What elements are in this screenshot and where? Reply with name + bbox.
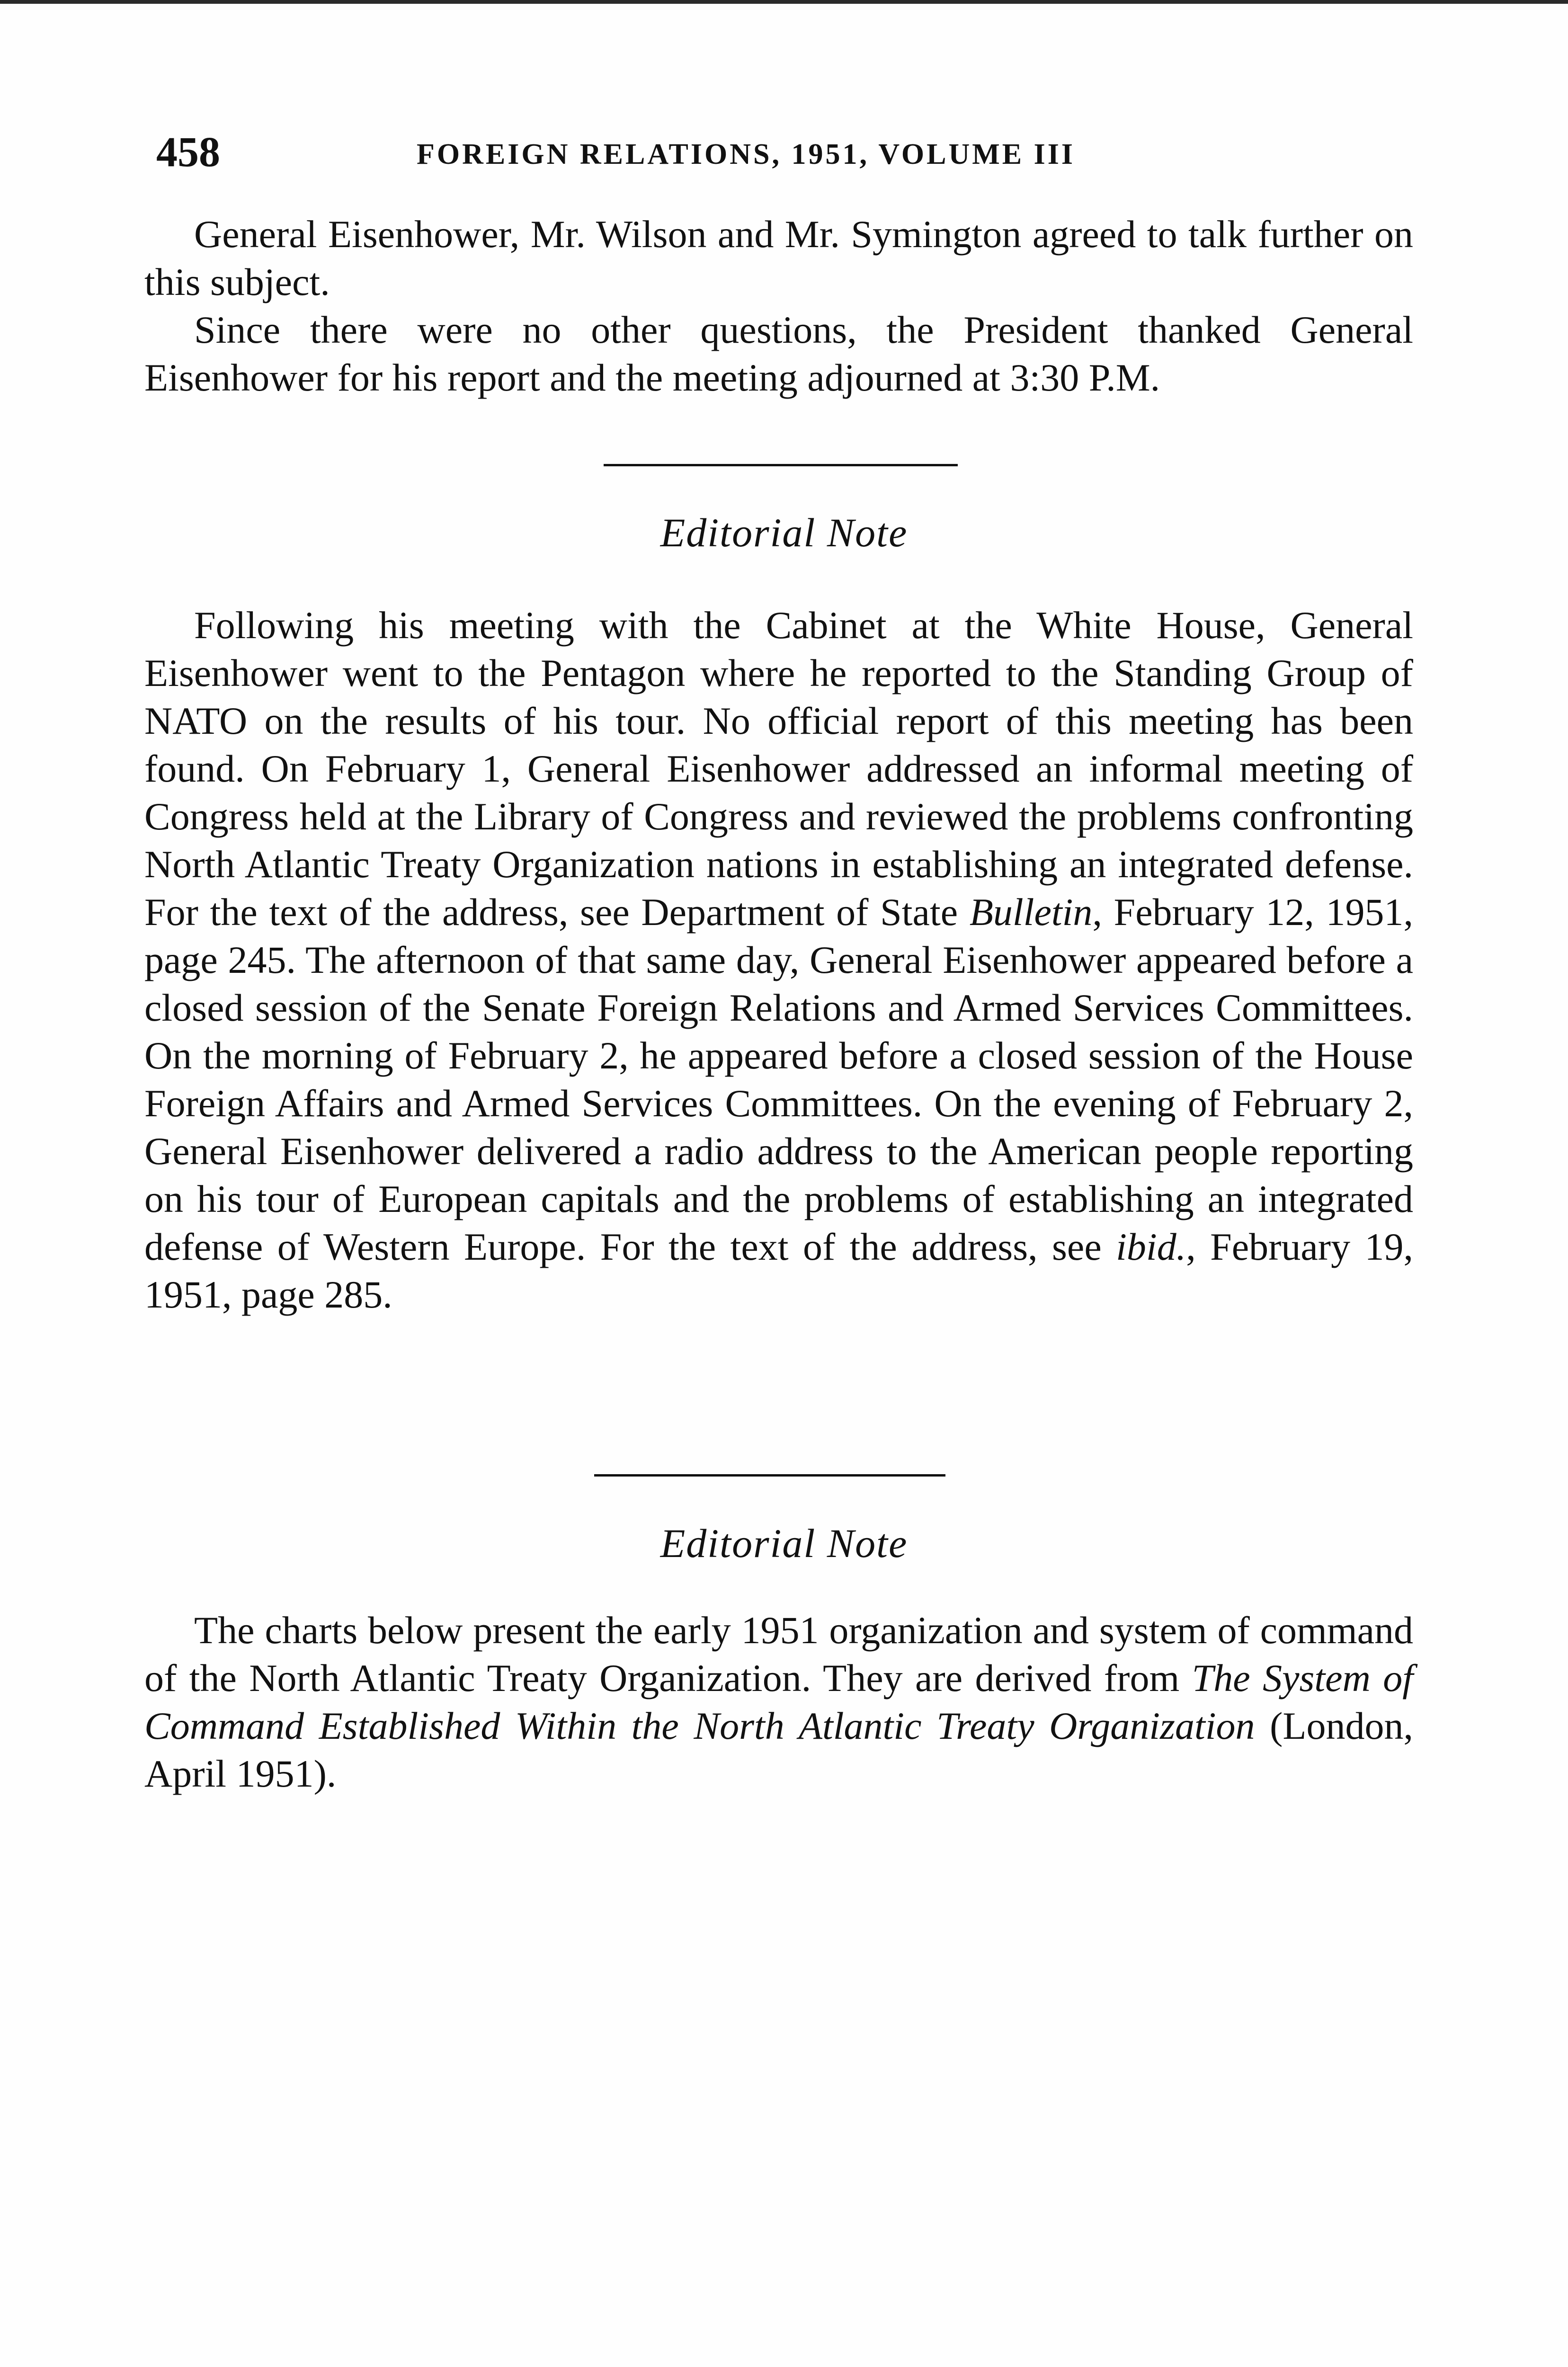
note-text: The charts below present the early 1951 organization and system of command of the North Atlantic Treaty Organization. They are derived from (144, 1609, 1413, 1700)
page-number: 458 (156, 129, 220, 176)
continuation-paragraph: General Eisenhower, Mr. Wilson and Mr. Symington agreed to talk further on this subject. (144, 213, 1413, 303)
section-divider (604, 464, 958, 466)
editorial-note-paragraph (144, 1606, 1413, 1797)
note-text: , February 12, 1951, page 245. The afternoon of that same day, General Eisenhower appeared before a closed session of the Senate Foreign Relations and Armed Services Committees. On the morning of February 2, he appeared before a closed session of the House Foreign Affairs and Armed Services Committees. On the evening of February 2, General Eisenhower delivered a radio address to the American people reporting on his tour of European capitals and the problems of establishing an integrated defense of Western Europe. For the text of the address, see (144, 890, 1413, 1268)
editorial-note-heading: Editorial Note (660, 510, 908, 555)
scan-top-edge (0, 0, 1568, 4)
editorial-note-body (144, 1606, 1413, 1797)
editorial-note-heading: Editorial Note (660, 1521, 908, 1566)
bulletin-title: Bulletin (969, 890, 1093, 934)
ibid-reference: ibid. (1116, 1225, 1186, 1268)
editorial-note-body (144, 601, 1413, 1318)
note-text: (London, April 1951). (144, 1704, 1413, 1795)
section-divider (594, 1474, 945, 1477)
running-title: FOREIGN RELATIONS, 1951, VOLUME III (417, 138, 1075, 170)
continuation-paragraph: Since there were no other questions, the President thanked General Eisenhower for his report and the meeting adjourned at 3:30 P.M. (144, 308, 1413, 399)
editorial-note-paragraph (144, 601, 1413, 1318)
note-text: , February 19, 1951, page 285. (144, 1225, 1413, 1316)
note-text: Following his meeting with the Cabinet at the White House, General Eisenhower went to the Pentagon where he reported to the Standing Group of NATO on the results of his tour. No official report of this meeting has been found. On February 1, General Eisenhower addressed an informal meeting of Congress held at the Library of Congress and reviewed the problems confronting North Atlantic Treaty Organization nations in establishing an integrated defense. For the text of the address, see Department of State (144, 604, 1413, 934)
source-title: The System of Command Established Within the North Atlantic Treaty Organization (144, 1656, 1413, 1747)
running-head (156, 129, 1406, 176)
continuation-text (144, 210, 1413, 401)
